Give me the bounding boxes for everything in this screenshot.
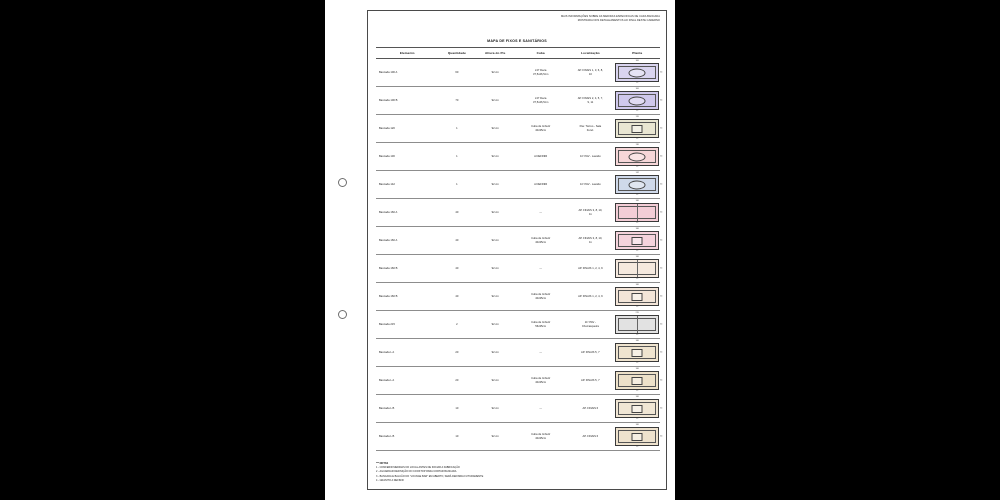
cell-elemento: Bancada 130 bbox=[376, 143, 438, 171]
cell-cuba: A DEFINIR bbox=[515, 143, 566, 171]
cell-localizacao: 11º PAV - Lavabo bbox=[566, 171, 614, 199]
cell-cuba: Cuba de Imbutir 40x35cm bbox=[515, 115, 566, 143]
note-item: 4 - GRANITO A DEFINIR bbox=[376, 478, 404, 482]
table-row bbox=[376, 283, 660, 311]
cell-localizacao: AP. FINAIS 1, 3, 6, 8, 10 bbox=[566, 59, 614, 87]
plan-dimension-top: 142 bbox=[635, 172, 639, 175]
cell-cuba: --- bbox=[515, 339, 566, 367]
document-sheet bbox=[325, 0, 675, 500]
cell-altura: 92 cm bbox=[475, 311, 515, 339]
plan-thumbnail bbox=[615, 340, 663, 364]
plan-dimension-bottom: 12 bbox=[636, 417, 639, 420]
note-item: 2 - AGUARDAR DEFINIÇÃO DO COOKTOP PARA CORTAR BANCADA bbox=[376, 470, 457, 474]
cell-quantidade: 1 bbox=[438, 171, 475, 199]
binder-hole-lower bbox=[338, 310, 347, 319]
plan-dimension-right: 54 bbox=[660, 183, 663, 186]
cell-elemento: Bancada L B bbox=[376, 423, 438, 451]
cell-localizacao: AP. FINAIS 2, 4, 5, 7, 9, 11 bbox=[566, 87, 614, 115]
cell-localizacao: AP. FINAIS 1, 2, 4, 9 bbox=[566, 283, 614, 311]
cell-elemento: Bancada 160 A bbox=[376, 227, 438, 255]
plan-divider-line bbox=[637, 316, 638, 333]
cell-altura: 92 cm bbox=[475, 395, 515, 423]
plan-thumbnail bbox=[615, 116, 663, 140]
plan-dimension-top: 215 bbox=[635, 312, 639, 315]
plan-divider-line bbox=[637, 260, 638, 277]
cell-localizacao: AP. FINAIS 1, 2, 4, 9 bbox=[566, 255, 614, 283]
cell-planta bbox=[615, 227, 661, 255]
cell-planta bbox=[615, 115, 661, 143]
plan-dimension-right: 54 bbox=[660, 211, 663, 214]
cell-quantidade: 40 bbox=[438, 199, 475, 227]
cell-elemento: Bancada L A bbox=[376, 367, 438, 395]
cell-altura: 92 cm bbox=[475, 171, 515, 199]
plan-thumbnail bbox=[615, 228, 663, 252]
cell-quantidade: 70 bbox=[438, 87, 475, 115]
cell-elemento: Bancada 160 B bbox=[376, 283, 438, 311]
plan-thumbnail bbox=[615, 284, 663, 308]
sink-rect-shape bbox=[632, 237, 643, 245]
note-item: 3 - BANCADA E BALCÃO DO "LOUNGE BAR" EM ABERTO, SERÁ DEFINIDA FUTURAMENTE bbox=[376, 474, 484, 478]
plan-thumbnail bbox=[615, 144, 663, 168]
cell-planta bbox=[615, 339, 661, 367]
table-row bbox=[376, 115, 660, 143]
cell-cuba: Cuba de Imbutir 40x35cm bbox=[515, 423, 566, 451]
cell-localizacao: 11º PAV - Lavabo bbox=[566, 143, 614, 171]
plan-dimension-top: 160 bbox=[635, 368, 639, 371]
plan-dimension-right: 54 bbox=[660, 239, 663, 242]
table-row bbox=[376, 171, 660, 199]
cell-cuba: A DEFINIR bbox=[515, 171, 566, 199]
table-row bbox=[376, 339, 660, 367]
cell-planta bbox=[615, 283, 661, 311]
cell-localizacao: AP. FINAIS 6 bbox=[566, 423, 614, 451]
cell-planta bbox=[615, 255, 661, 283]
sink-oval-shape bbox=[629, 152, 646, 161]
plan-dimension-top: 120 bbox=[635, 116, 639, 119]
plan-dimension-bottom: 12 bbox=[636, 193, 639, 196]
cell-planta bbox=[615, 171, 661, 199]
cell-quantidade: 10 bbox=[438, 395, 475, 423]
plan-thumbnail bbox=[615, 368, 663, 392]
plan-dimension-bottom: 12 bbox=[636, 249, 639, 252]
table-title: MAPA DE FIXOS E SANITÁRIOS bbox=[487, 39, 547, 43]
cell-localizacao: AP. FINAIS 6 bbox=[566, 395, 614, 423]
cell-altura: 92 cm bbox=[475, 143, 515, 171]
plan-dimension-right: 54 bbox=[660, 379, 663, 382]
cell-elemento: Bancada 120 bbox=[376, 115, 438, 143]
table-row bbox=[376, 255, 660, 283]
plan-dimension-bottom: 12 bbox=[636, 221, 639, 224]
plan-thumbnail bbox=[615, 200, 663, 224]
cell-altura: 92 cm bbox=[475, 115, 515, 143]
plan-dimension-top: 160 bbox=[635, 340, 639, 343]
cell-localizacao: AP. FINAIS 3, 8, 10, 11 bbox=[566, 227, 614, 255]
plan-dimension-top: 100 bbox=[635, 60, 639, 63]
fixtures-table bbox=[376, 47, 663, 451]
cell-cuba: --- bbox=[515, 395, 566, 423]
cell-elemento: Bancada 100 A bbox=[376, 59, 438, 87]
cell-localizacao: AP. FINAIS 5, 7 bbox=[566, 367, 614, 395]
cell-planta bbox=[615, 367, 661, 395]
plan-dimension-bottom: 12 bbox=[636, 333, 639, 336]
cell-quantidade: 40 bbox=[438, 255, 475, 283]
cell-altura: 92 cm bbox=[475, 283, 515, 311]
plan-thumbnail bbox=[615, 396, 663, 420]
plan-dimension-top: 160 bbox=[635, 284, 639, 287]
cell-cuba: --- bbox=[515, 255, 566, 283]
cell-altura: 92 cm bbox=[475, 339, 515, 367]
plan-dimension-top: 160 bbox=[635, 256, 639, 259]
plan-dimension-bottom: 12 bbox=[636, 165, 639, 168]
plan-thumbnail bbox=[615, 424, 663, 448]
plan-dimension-top: 100 bbox=[635, 88, 639, 91]
cell-quantidade: 1 bbox=[438, 143, 475, 171]
column-header-quantidade: Quantidade bbox=[438, 48, 475, 59]
header-note bbox=[460, 15, 660, 23]
cell-cuba: L37 Deca 37,5x46,5cm bbox=[515, 87, 566, 115]
plan-thumbnail bbox=[615, 256, 663, 280]
plan-dimension-bottom: 12 bbox=[636, 137, 639, 140]
plan-dimension-right: 54 bbox=[660, 99, 663, 102]
cell-quantidade: 20 bbox=[438, 339, 475, 367]
cell-cuba: Cuba de Imbutir 40x35cm bbox=[515, 367, 566, 395]
plan-dimension-bottom: 12 bbox=[636, 277, 639, 280]
cell-altura: 92 cm bbox=[475, 367, 515, 395]
cell-planta bbox=[615, 143, 661, 171]
cell-elemento: Bancada 100 B bbox=[376, 87, 438, 115]
cell-planta bbox=[615, 423, 661, 451]
cell-planta bbox=[615, 59, 661, 87]
plan-dimension-bottom: 12 bbox=[636, 361, 639, 364]
plan-thumbnail bbox=[615, 312, 663, 336]
plan-divider-line bbox=[637, 204, 638, 221]
header-note-line-2: MOSTRADA NOS DETALHAMENTOS AO FINAL DESTE CADERNO bbox=[577, 19, 660, 23]
note-item: 1 - CONFERIR MEDIDAS NO LOCAL ANTES DE INICIAR A FABRICAÇÃO bbox=[376, 466, 460, 469]
column-header-elemento: Elemento bbox=[376, 48, 438, 59]
cell-localizacao: AP. FINAIS 5, 7 bbox=[566, 339, 614, 367]
notes-title: *** NOTAS bbox=[376, 461, 389, 465]
cell-cuba: Cuba de Imbutir 40x35cm bbox=[515, 227, 566, 255]
plan-dimension-bottom: 12 bbox=[636, 305, 639, 308]
cell-altura: 92 cm bbox=[475, 423, 515, 451]
plan-dimension-right: 54 bbox=[660, 71, 663, 74]
cell-localizacao: AP. FINAIS 3, 8, 10, 11 bbox=[566, 199, 614, 227]
cell-planta bbox=[615, 311, 661, 339]
table-row bbox=[376, 311, 660, 339]
plan-dimension-right: 54 bbox=[660, 351, 663, 354]
header-note-line-1: MAIS INFORMAÇÕES SOBRE AS MEDIDAS ESPECIFICAS DE CADA BANCADA bbox=[560, 15, 660, 18]
column-header-localizacao: Localização bbox=[566, 48, 614, 59]
cell-elemento: Bancada 160 B bbox=[376, 255, 438, 283]
sink-rect-shape bbox=[632, 293, 643, 301]
cell-cuba: Cuba de Imbutir 56x35cm bbox=[515, 311, 566, 339]
table-row bbox=[376, 395, 660, 423]
plan-dimension-bottom: 12 bbox=[636, 81, 639, 84]
table-row bbox=[376, 143, 660, 171]
plan-dimension-right: 54 bbox=[660, 435, 663, 438]
plan-dimension-right: 54 bbox=[660, 127, 663, 130]
plan-dimension-top: 160 bbox=[635, 396, 639, 399]
table-row bbox=[376, 227, 660, 255]
table-body bbox=[376, 59, 663, 451]
table-row bbox=[376, 87, 660, 115]
cell-elemento: Bancada L A bbox=[376, 339, 438, 367]
cell-localizacao: 11º PAV - Churrasqueira bbox=[566, 311, 614, 339]
table-header-row bbox=[376, 48, 660, 59]
cell-quantidade: 10 bbox=[438, 423, 475, 451]
plan-dimension-right: 54 bbox=[660, 155, 663, 158]
notes-block bbox=[376, 462, 606, 483]
table-row bbox=[376, 367, 660, 395]
column-header-cuba: Cuba bbox=[515, 48, 566, 59]
sink-rect-shape bbox=[632, 433, 643, 441]
sink-rect-shape bbox=[632, 349, 643, 357]
cell-quantidade: 60 bbox=[438, 59, 475, 87]
plan-dimension-top: 160 bbox=[635, 424, 639, 427]
plan-dimension-top: 160 bbox=[635, 228, 639, 231]
plan-thumbnail bbox=[615, 60, 663, 84]
cell-elemento: Bancada 142 bbox=[376, 171, 438, 199]
column-header-planta: Planta bbox=[615, 48, 661, 59]
table-row bbox=[376, 59, 660, 87]
drawing-frame bbox=[367, 10, 667, 490]
cell-altura: 92 cm bbox=[475, 87, 515, 115]
table-row bbox=[376, 199, 660, 227]
sink-rect-shape bbox=[632, 377, 643, 385]
sink-rect-shape bbox=[632, 405, 643, 413]
cell-planta bbox=[615, 87, 661, 115]
plan-dimension-bottom: 12 bbox=[636, 445, 639, 448]
binder-hole-upper bbox=[338, 178, 347, 187]
sink-oval-shape bbox=[629, 180, 646, 189]
cell-elemento: Bancada L B bbox=[376, 395, 438, 423]
cell-cuba: --- bbox=[515, 199, 566, 227]
sink-oval-shape bbox=[629, 68, 646, 77]
plan-dimension-bottom: 12 bbox=[636, 109, 639, 112]
plan-dimension-right: 54 bbox=[660, 295, 663, 298]
cell-planta bbox=[615, 199, 661, 227]
cell-quantidade: 20 bbox=[438, 367, 475, 395]
plan-dimension-top: 130 bbox=[635, 144, 639, 147]
cell-altura: 92 cm bbox=[475, 227, 515, 255]
cell-planta bbox=[615, 395, 661, 423]
plan-dimension-bottom: 12 bbox=[636, 389, 639, 392]
plan-thumbnail bbox=[615, 88, 663, 112]
cell-altura: 92 cm bbox=[475, 255, 515, 283]
cell-elemento: Bancada 215 bbox=[376, 311, 438, 339]
cell-quantidade: 2 bbox=[438, 311, 475, 339]
plan-dimension-right: 54 bbox=[660, 323, 663, 326]
cell-localizacao: Pav. Térreo - Sala Funci. bbox=[566, 115, 614, 143]
cell-altura: 92 cm bbox=[475, 59, 515, 87]
cell-quantidade: 1 bbox=[438, 115, 475, 143]
sink-oval-shape bbox=[629, 96, 646, 105]
cell-quantidade: 40 bbox=[438, 227, 475, 255]
sink-rect-shape bbox=[632, 125, 643, 133]
cell-quantidade: 40 bbox=[438, 283, 475, 311]
table-row bbox=[376, 423, 660, 451]
cell-altura: 92 cm bbox=[475, 199, 515, 227]
plan-dimension-top: 160 bbox=[635, 200, 639, 203]
cell-cuba: L37 Deca 37,5x46,5cm bbox=[515, 59, 566, 87]
cell-elemento: Bancada 160 A bbox=[376, 199, 438, 227]
plan-dimension-right: 54 bbox=[660, 267, 663, 270]
plan-thumbnail bbox=[615, 172, 663, 196]
plan-dimension-right: 54 bbox=[660, 407, 663, 410]
cell-cuba: Cuba de Imbutir 40x35cm bbox=[515, 283, 566, 311]
column-header-altura: Altura do Pis bbox=[475, 48, 515, 59]
